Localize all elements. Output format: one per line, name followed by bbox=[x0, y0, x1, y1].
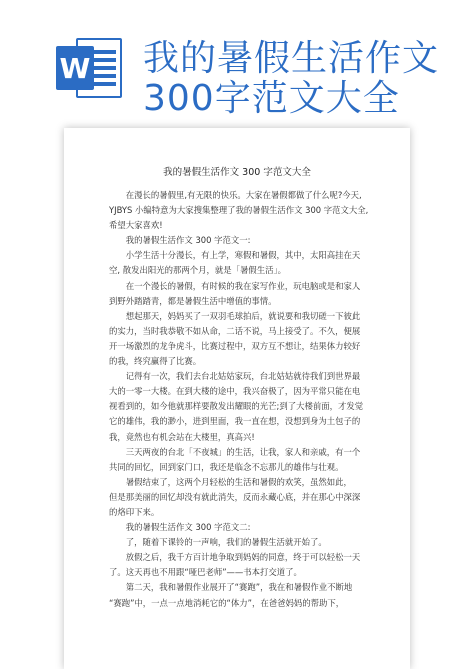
document-page bbox=[64, 128, 410, 669]
document-body bbox=[109, 188, 369, 611]
text-line: 了。这天再也不用跟“哑巴老师”——书本打交道了。 bbox=[109, 567, 302, 578]
text-line: 在漫长的暑假里,有无限的快乐。大家在暑假都做了什么呢?今天, bbox=[125, 190, 362, 200]
banner-title-line-2: 300字范文大全 bbox=[143, 78, 400, 119]
section-heading: 我的暑假生活作文 300 字范文一: bbox=[125, 235, 251, 246]
text-line: “赛跑”中，一点一点地消耗它的“体力”，在爸爸妈妈的帮助下， bbox=[109, 597, 345, 608]
section-heading: 我的暑假生活作文 300 字范文二: bbox=[125, 522, 251, 533]
text-line: 我，竟然也有机会站在大楼里，真高兴! bbox=[109, 431, 255, 442]
text-line: 小学生活十分漫长，有上学，寒假和暑假，其中，太阳高挂在天 bbox=[125, 250, 361, 261]
word-w-badge: W bbox=[56, 46, 94, 90]
text-line: 三天两夜的台北「不夜城」的生活，让我，家人和亲戚，有一个 bbox=[125, 446, 361, 457]
text-line: YJBYS 小编特意为大家搜集整理了我的暑假生活作文 300 字范文大全, bbox=[109, 205, 369, 216]
text-line: 暑假结束了，这两个月轻松的生活和暑假的欢笑，虽然如此， bbox=[125, 476, 352, 487]
text-line: 放假之后，我千方百计地争取到妈妈的同意，终于可以轻松一天 bbox=[125, 552, 361, 563]
banner-title-line-1: 我的暑假生活作文 bbox=[143, 38, 440, 79]
text-line: 大的一零一大楼。在到大楼的途中，我兴奋极了，因为平常只能在电 bbox=[109, 386, 361, 397]
text-line: 在一个漫长的暑假，有时候的我在家写作业，玩电脑或是和家人 bbox=[125, 280, 361, 291]
text-line: 共同的回忆，回到家门口，我还是临念不忘那儿的雄伟与壮观。 bbox=[109, 461, 344, 472]
text-line: 视看到的，如今他就那样要散发出耀眼的光芒;到了大楼前面，才发觉 bbox=[109, 401, 364, 412]
text-line: 的烙印下来。 bbox=[109, 506, 160, 517]
text-line: 但是那美丽的回忆却没有就此消失，反而永藏心底，并在那心中深深 bbox=[109, 491, 361, 502]
text-line: 记得有一次，我们去台北姑姑家玩，台北姑姑就待我们到世界最 bbox=[125, 371, 361, 382]
document-title: 我的暑假生活作文 300 字范文大全 bbox=[163, 167, 311, 178]
text-line: 第二天，我和暑假作业展开了“赛跑”，我在和暑假作业不断地 bbox=[125, 582, 353, 593]
text-line: 想起那天，妈妈买了一双羽毛球拍后，就说要和我切磋一下彼此 bbox=[125, 310, 361, 321]
text-line: 了，随着下课铃的一声响，我们的暑假生活就开始了。 bbox=[125, 537, 327, 548]
text-line: 的实力，当时我恭敬不如从命，二话不说，马上接受了。不久，便展 bbox=[109, 325, 361, 336]
text-line: 希望大家喜欢! bbox=[109, 220, 163, 231]
text-line: 开一场激烈的龙争虎斗，比赛过程中，双方互不想让，结果体力较好 bbox=[109, 340, 361, 351]
text-line: 空, 散发出阳光的那两个月，就是「暑假生活」。 bbox=[109, 265, 287, 276]
word-document-icon bbox=[56, 38, 122, 98]
text-line: 到野外踏踏青，都是暑假生活中增值的事情。 bbox=[109, 295, 277, 306]
text-line: 它的雄伟，我的渺小，进到里面，我一直在想，没想到身为土包子的 bbox=[109, 416, 361, 427]
header-banner bbox=[0, 0, 474, 120]
text-line: 的我，终究赢得了比赛。 bbox=[109, 356, 202, 367]
